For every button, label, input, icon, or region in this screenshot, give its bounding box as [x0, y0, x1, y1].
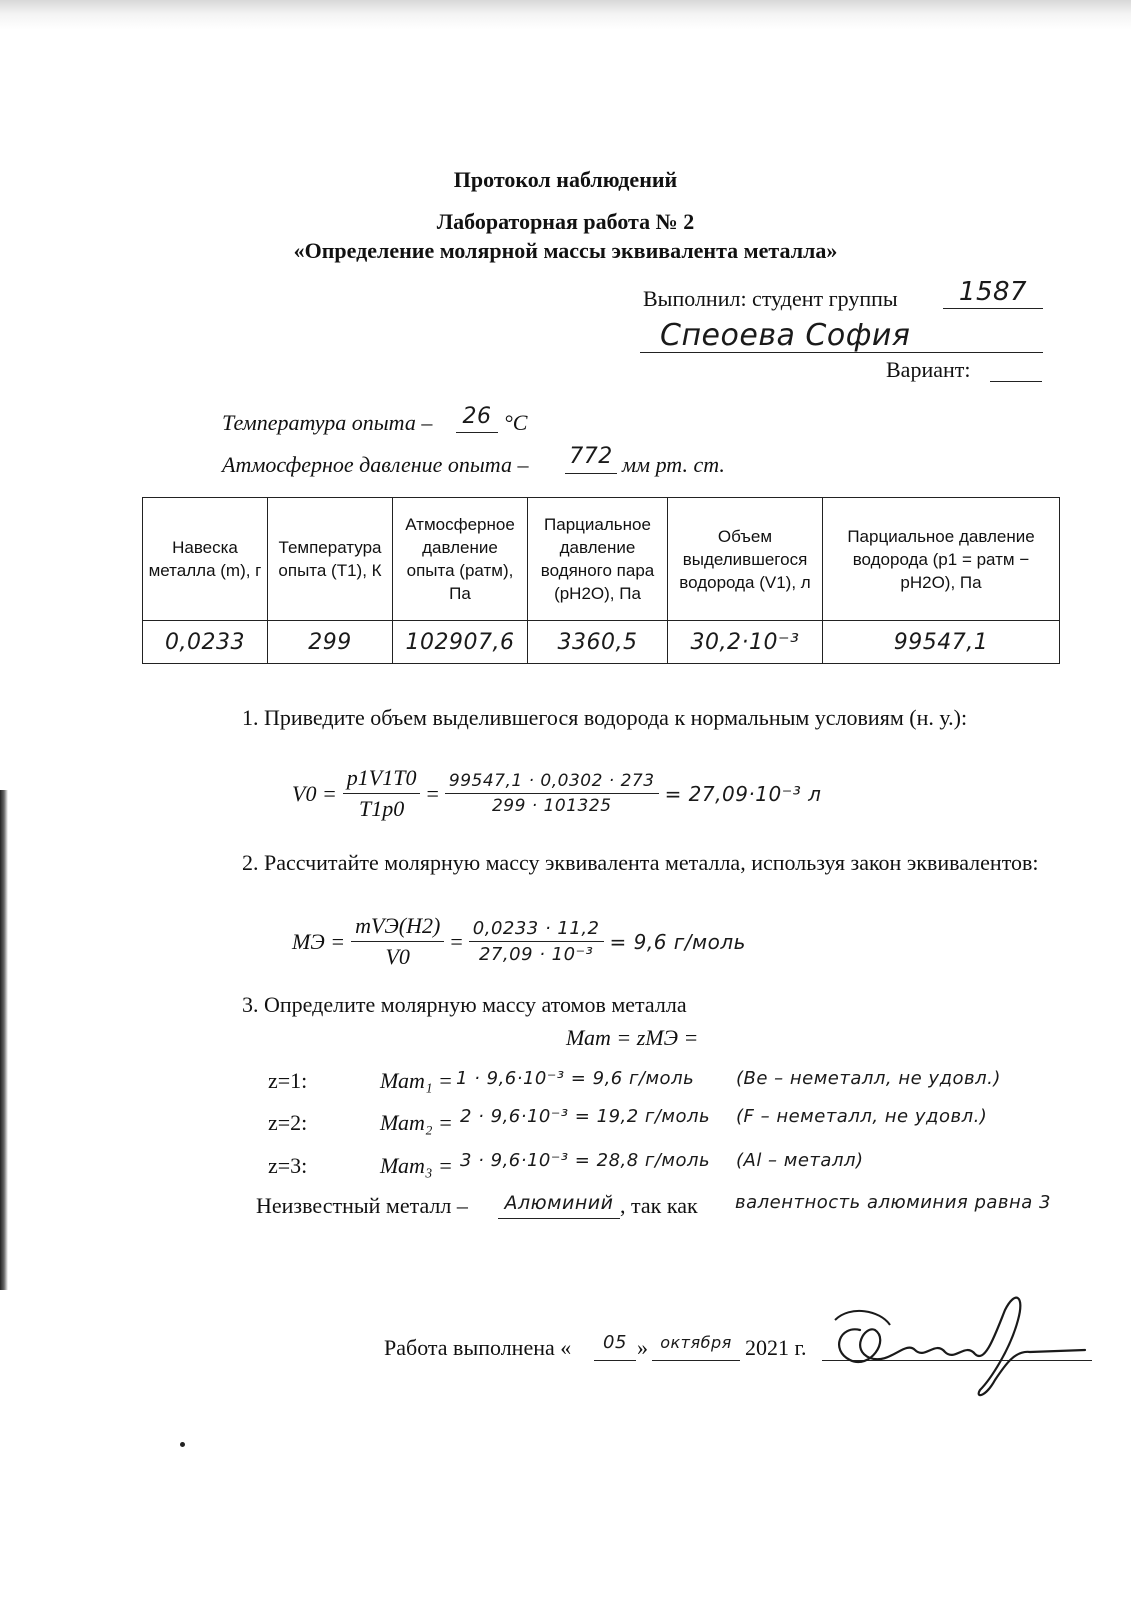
footer-day-close: »	[637, 1335, 648, 1360]
value-mass: 0,0233	[143, 621, 268, 664]
header-hydrogen-volume: Объем выделившегося водорода (V1), л	[668, 498, 823, 621]
temp-unit: °С	[504, 410, 528, 435]
scan-edge-top	[0, 0, 1131, 40]
task3-formula: Мат = zMЭ =	[566, 1025, 699, 1050]
task2-calc-num: 0,0233 · 11,2	[469, 918, 604, 942]
group-underline	[943, 308, 1043, 309]
header-vapor-pressure: Парциальное давление водяного пара (pH2O), Па	[528, 498, 668, 621]
variant-underline	[990, 381, 1042, 382]
lab-number: Лабораторная работа № 2	[436, 209, 695, 234]
ink-dot	[180, 1442, 185, 1447]
conclusion-underline	[498, 1218, 620, 1219]
task3-text: 3. Определите молярную массу атомов металла	[242, 992, 687, 1017]
value-hydrogen-volume: 30,2·10⁻³	[668, 621, 823, 664]
task2-eq: =	[450, 928, 463, 954]
task3-row-1-z: z=1:	[268, 1068, 308, 1093]
name-underline	[640, 352, 1043, 353]
conclusion-value: Алюминий	[504, 1192, 614, 1214]
header-atm-pressure: Атмосферное давление опыта (pатм), Па	[393, 498, 528, 621]
pressure-unit: мм рт. ст.	[622, 452, 725, 477]
footer-day: 05	[603, 1332, 627, 1353]
task3-row-3-calc: 3 · 9,6·10⁻³ = 28,8 г/моль	[460, 1150, 711, 1171]
task2-num: mVЭ(H2)	[351, 913, 444, 942]
task1-eq: =	[426, 780, 439, 806]
task3-row-1-calc: 1 · 9,6·10⁻³ = 9,6 г/моль	[456, 1068, 695, 1089]
task3-row-1-label: Мат₁ =	[380, 1068, 453, 1093]
task1-den: T1p0	[359, 796, 405, 821]
temp-label: Температура опыта –	[222, 410, 433, 435]
header-mass: Навеска металла (m), г	[143, 498, 268, 621]
task2-den: V0	[385, 944, 410, 969]
signature-image	[790, 1280, 1090, 1410]
value-hydrogen-pressure: 99547,1	[823, 621, 1060, 664]
task1-calc-den: 299 · 101325	[491, 796, 612, 816]
task3-row-2-note: (F – неметалл, не удовл.)	[736, 1106, 988, 1127]
task2-calc-fraction	[469, 918, 604, 965]
value-vapor-pressure: 3360,5	[528, 621, 668, 664]
pressure-label: Атмосферное давление опыта –	[222, 452, 529, 477]
task1-text: 1. Приведите объем выделившегося водорода к нормальным условиям (н. у.):	[242, 705, 968, 730]
observation-table	[142, 497, 1060, 664]
temp-underline	[456, 432, 498, 433]
pressure-underline	[565, 473, 617, 474]
footer-year: 2021 г.	[745, 1335, 807, 1360]
task1-formula	[292, 765, 821, 822]
group-label: Выполнил: студент группы	[643, 286, 898, 311]
pressure-value: 772	[569, 444, 613, 469]
task3-row-3-z: z=3:	[268, 1153, 308, 1178]
task3-row-3-label: Мат₃ =	[380, 1153, 453, 1178]
value-atm-pressure: 102907,6	[393, 621, 528, 664]
task2-calc-den: 27,09 · 10⁻³	[478, 944, 594, 965]
scan-edge-left	[0, 790, 8, 1290]
table-row	[143, 621, 1060, 664]
task2-formula	[292, 913, 746, 970]
group-value: 1587	[958, 277, 1028, 307]
task2-text: 2. Рассчитайте молярную массу эквивалента металла, используя закон эквивалентов:	[242, 850, 1039, 875]
footer-month: октября	[660, 1333, 732, 1352]
conclusion-label: Неизвестный металл –	[256, 1193, 468, 1218]
table-header-row	[143, 498, 1060, 621]
header-hydrogen-pressure: Парциальное давление водорода (p1 = pатм − pH2O), Па	[823, 498, 1060, 621]
header-temperature: Температура опыта (T1), К	[268, 498, 393, 621]
reason-label: , так как	[620, 1193, 698, 1218]
temp-value: 26	[462, 404, 492, 429]
day-underline	[594, 1360, 636, 1361]
student-name: Спеоева София	[660, 318, 911, 353]
task3-row-2-z: z=2:	[268, 1110, 308, 1135]
task3-row-1-note: (Be – неметалл, не удовл.)	[736, 1068, 1001, 1089]
task1-calc-fraction	[445, 771, 659, 816]
lab-title: «Определение молярной массы эквивалента металла»	[293, 238, 838, 263]
done-label: Работа выполнена «	[384, 1335, 572, 1360]
value-temperature: 299	[268, 621, 393, 664]
page-title: Протокол наблюдений	[453, 167, 678, 192]
task1-result: = 27,09·10⁻³ л	[664, 781, 822, 806]
task3-row-2-label: Мат₂ =	[380, 1110, 453, 1135]
reason-value: валентность алюминия равна 3	[735, 1192, 1051, 1213]
task2-fraction	[351, 913, 444, 970]
task1-lhs: V0 =	[292, 780, 337, 806]
task2-result: = 9,6 г/моль	[609, 929, 746, 954]
task2-lhs: MЭ =	[292, 928, 346, 954]
task3-row-2-calc: 2 · 9,6·10⁻³ = 19,2 г/моль	[460, 1106, 711, 1127]
month-underline	[652, 1360, 740, 1361]
task1-num: p1V1T0	[343, 765, 421, 794]
variant-label: Вариант:	[886, 357, 971, 382]
task1-fraction	[343, 765, 421, 822]
task1-calc-num: 99547,1 · 0,0302 · 273	[445, 771, 659, 794]
task3-row-3-note: (Al – металл)	[736, 1150, 864, 1171]
